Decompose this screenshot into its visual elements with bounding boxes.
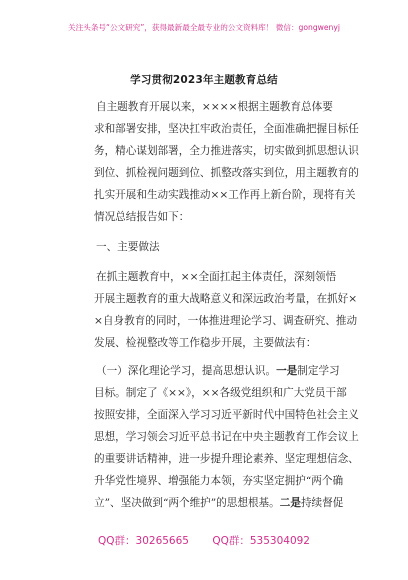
paragraph-text: 立”、坚决做到“两个维护”的思想根基。 — [94, 497, 280, 509]
paragraph-line: ×自身教育的同时，一体推进理论学习、调查研究、推动 — [94, 315, 358, 327]
paragraph-line: 求和部署安排，坚决扛牢政治责任，全面准确把握目标任 — [94, 123, 359, 135]
point-marker: 二是 — [279, 497, 301, 509]
paragraph-line: 的重要讲话精神，进一步提升理论素养、坚定理想信念、 — [94, 453, 359, 465]
paragraph-line: 按照安排，全面深入学习习近平新时代中国特色社会主义 — [94, 409, 359, 421]
paragraph-line: 在抓主题教育中，××全面扛起主体责任，深刻领悟 — [96, 271, 337, 283]
paragraph-line: 扎实开展和生动实践推动××工作再上新台阶，现将有关 — [94, 189, 356, 201]
paragraph-line: 目标。制定了《××》，××各级党组织和广大党员干部 — [94, 387, 347, 399]
subsection-line — [96, 366, 340, 377]
qq-group-2: QQ群：535304092 — [212, 535, 310, 547]
paragraph-line — [94, 498, 343, 509]
paragraph-line: 情况总结报告如下： — [94, 211, 190, 223]
qq-group-1: QQ群：30265665 — [98, 535, 189, 547]
subsection-heading: （一）深化理论学习，提高思想认识。 — [96, 365, 277, 377]
paragraph-line: 务，精心谋划部署，全力推进落实，切实做到抓思想认识 — [94, 145, 359, 157]
document-title: 学习贯彻2023年主题教育总结 — [130, 74, 278, 86]
point-heading: 持续督促 — [300, 497, 344, 509]
paragraph-line: 开展主题教育的重大战略意义和深远政治考量，在抓好× — [94, 293, 358, 305]
paragraph-line: 发展、检视整改等工作稳步开展，主要做法有： — [94, 337, 317, 349]
top-banner: 关注头条号“公文研究”，获得最新最全最专业的公文资料库！ 微信：gongwenyj — [68, 23, 340, 32]
point-heading: 制定学习 — [297, 365, 340, 377]
paragraph-line: 思想，学习领会习近平总书记在中央主题教育工作会议上 — [94, 431, 359, 443]
paragraph-line: 到位、抓检视问题到位、抓整改落实到位，用主题教育的 — [94, 167, 359, 179]
section-heading: 一、主要做法 — [96, 241, 160, 253]
paragraph-line: 自主题教育开展以来，××××根据主题教育总体要 — [96, 101, 333, 113]
point-marker: 一是 — [276, 365, 298, 377]
footer-qq-groups — [0, 533, 408, 548]
paragraph-line: 升华党性境界、增强能力本领，夯实坚定拥护“两个确 — [94, 475, 344, 487]
